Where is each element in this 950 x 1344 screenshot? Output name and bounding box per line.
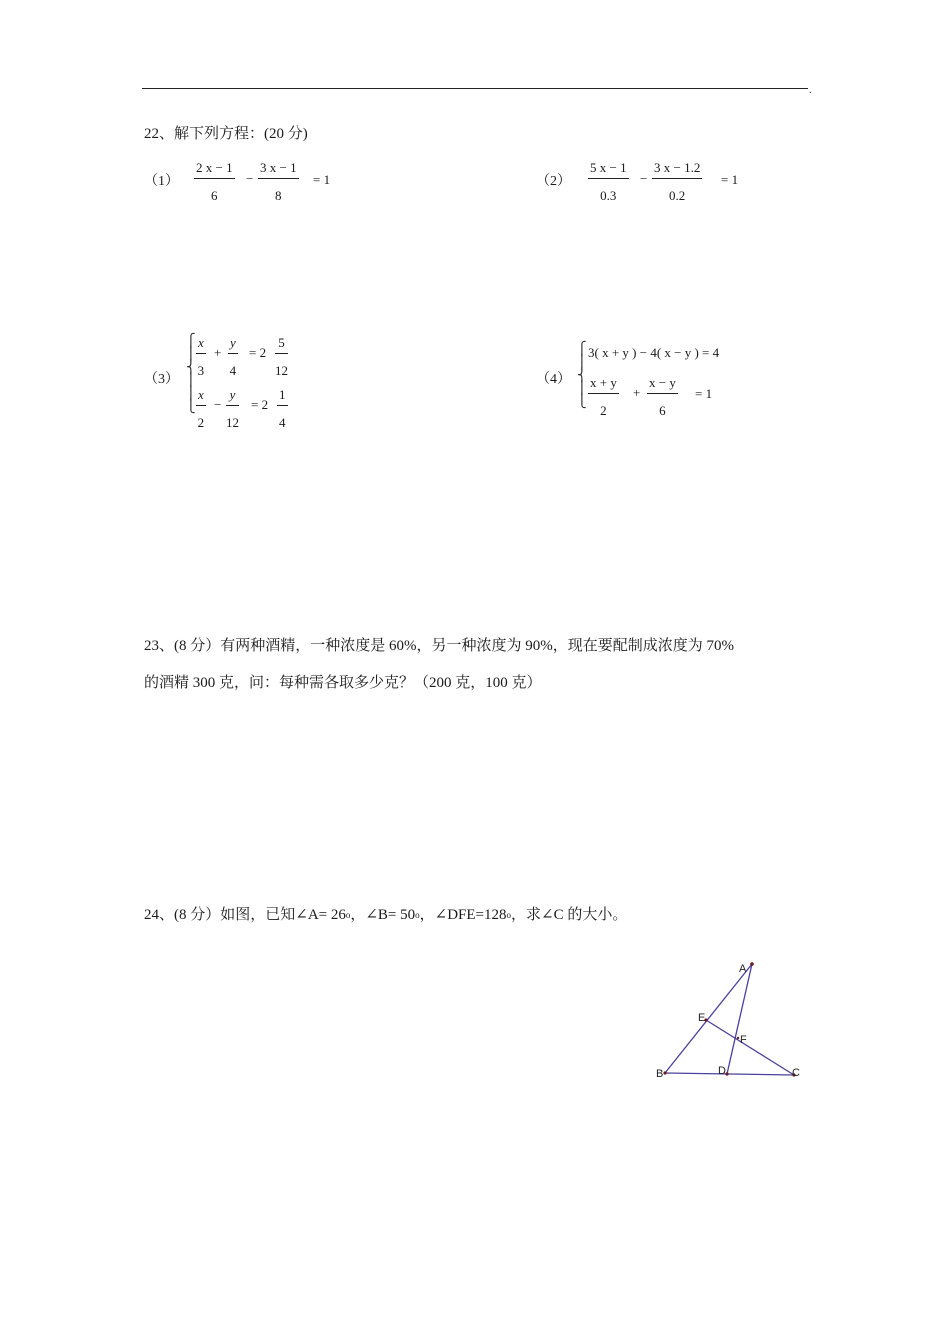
label-c: C	[792, 1067, 800, 1079]
rhs: = 1	[313, 172, 331, 187]
header-rule	[142, 88, 808, 89]
q24-text	[144, 905, 627, 925]
system-brace: ⎧ ⎪ ⎨ ⎪ ⎪ ⎩	[186, 333, 196, 413]
label-d: D	[718, 1065, 726, 1077]
point-a	[750, 962, 754, 966]
denominator: 4	[279, 415, 286, 430]
equals-whole: = 2	[249, 345, 267, 360]
equals-whole: = 2	[251, 397, 269, 412]
q22-3-e2-fraction-b	[226, 387, 239, 430]
numerator: x − y	[647, 375, 678, 394]
q22-2-label: （2）	[536, 174, 571, 189]
system-brace: ⎧ ⎪ ⎨ ⎪ ⎩	[577, 341, 587, 408]
numerator: 5	[275, 335, 288, 354]
operator: +	[214, 345, 222, 360]
denominator: 6	[211, 188, 218, 203]
q22-1-label: （1）	[144, 174, 179, 189]
q22-3-label: （3）	[144, 372, 179, 387]
denominator: 8	[275, 188, 282, 203]
degree-mark: o	[345, 910, 351, 920]
numerator: 3 x − 1.2	[652, 160, 702, 179]
q22-4-equation-1: 3( x + y ) − 4( x − y ) = 4	[588, 345, 720, 360]
numerator: x	[196, 335, 206, 354]
label-a: A	[739, 963, 747, 975]
operator: −	[640, 171, 648, 186]
rhs: = 1	[721, 172, 739, 187]
line-bc	[665, 1073, 794, 1075]
q24-part-1: 24、(8 分）如图，已知∠A= 26	[144, 907, 346, 923]
denominator: 3	[197, 363, 205, 378]
denominator: 4	[229, 363, 237, 378]
operator: +	[633, 385, 641, 400]
q22-3-e1-fraction-b	[228, 335, 238, 378]
q22-4-e2-fraction-a	[588, 375, 619, 418]
label-f: F	[740, 1034, 747, 1046]
numerator: 5 x − 1	[588, 160, 629, 179]
q22-3-e1-mixed-fraction	[275, 335, 288, 378]
triangle-figure	[640, 950, 820, 1090]
denominator: 0.2	[669, 188, 686, 203]
point-f	[737, 1037, 739, 1039]
operator: −	[246, 171, 254, 186]
q22-3-e2-fraction-a	[196, 387, 206, 430]
denominator: 0.3	[600, 188, 617, 203]
q22-2-fraction-b	[652, 160, 702, 203]
q22-3-e1-fraction-a	[196, 335, 206, 378]
numerator: x + y	[588, 375, 619, 394]
operator: −	[214, 397, 222, 412]
q22-2-fraction-a	[588, 160, 629, 203]
header-rule-mark: .	[809, 85, 812, 96]
numerator: 1	[277, 387, 288, 406]
q22-3-e2-mixed-fraction	[277, 387, 288, 430]
numerator: y	[226, 387, 239, 406]
numerator: 3 x − 1	[258, 160, 299, 179]
label-b: B	[656, 1068, 664, 1080]
numerator: 2 x − 1	[194, 160, 235, 179]
denominator: 2	[197, 415, 205, 430]
denominator: 12	[275, 363, 288, 378]
degree-mark: o	[506, 910, 512, 920]
denominator: 2	[600, 403, 607, 418]
label-e: E	[698, 1012, 706, 1024]
denominator: 12	[226, 415, 239, 430]
q24-part-3: ，∠DFE=128	[419, 907, 507, 923]
point-b	[663, 1071, 666, 1074]
numerator: y	[228, 335, 238, 354]
q22-1-fraction-a	[194, 160, 235, 203]
q24-part-4: ，求∠C 的大小。	[511, 907, 628, 923]
numerator: x	[196, 387, 206, 406]
q22-4-e2-fraction-b	[647, 375, 678, 418]
q22-4-label: （4）	[536, 372, 571, 387]
q23-line-1: 23、(8 分）有两种酒精，一种浓度是 60%，另一种浓度为 90%，现在要配制成浓度为 70%	[144, 638, 734, 654]
q22-title: 22、解下列方程：(20 分)	[144, 126, 308, 142]
denominator: 6	[659, 403, 666, 418]
q23-line-2: 的酒精 300 克，问：每种需各取多少克？（200 克，100 克）	[144, 675, 542, 691]
rhs: = 1	[695, 386, 713, 401]
q24-part-2: ，∠B= 50	[350, 907, 416, 923]
q22-1-fraction-b	[258, 160, 299, 203]
degree-mark: o	[415, 910, 420, 920]
